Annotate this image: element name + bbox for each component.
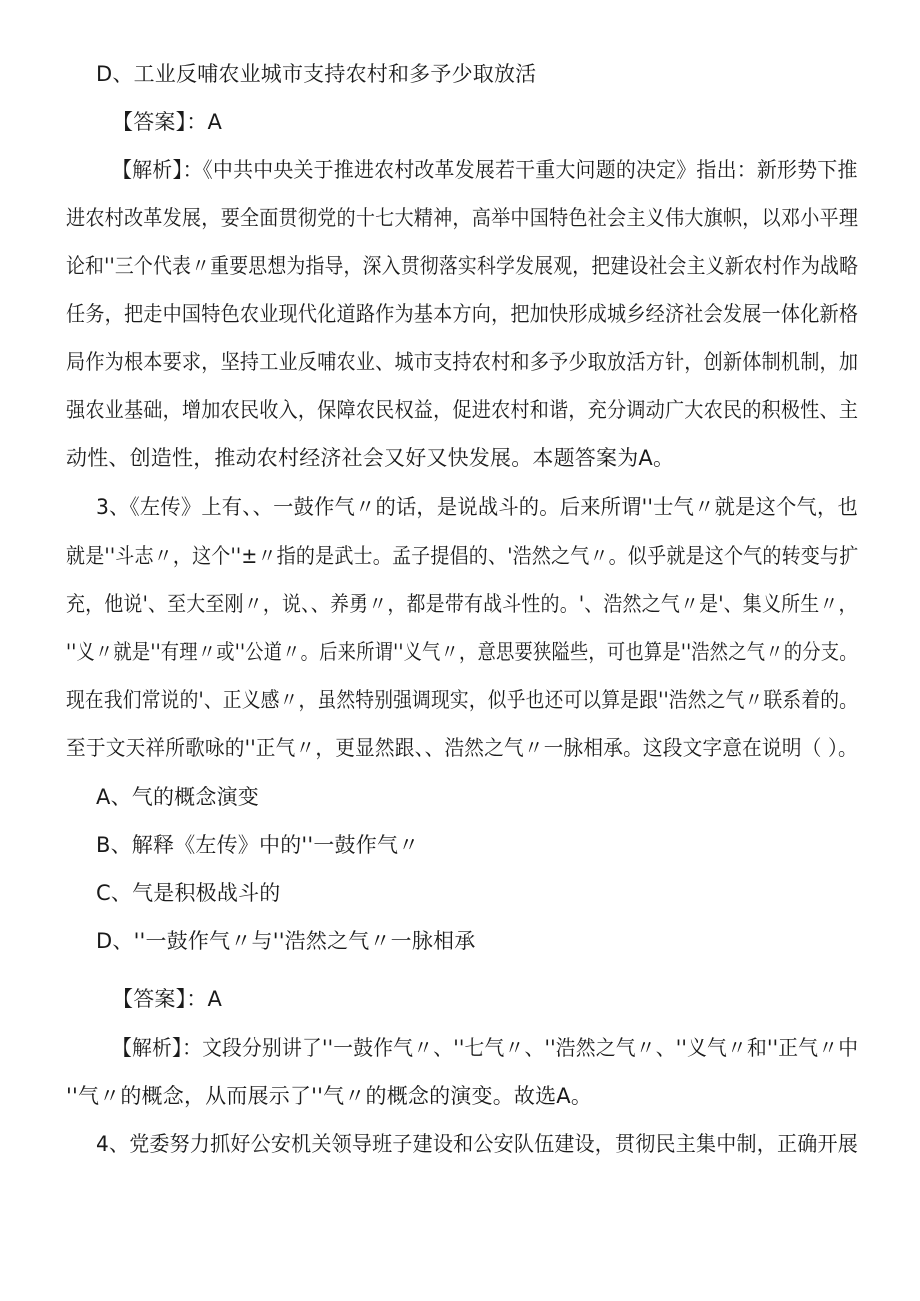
q2-explanation-line-1: 【解析】：《中共中央关于推进农村改革发展若干重大问题的决定》指出：新形势下推: [112, 158, 858, 182]
q2-explanation-line-3: 论和''三个代表〃重要思想为指导，深入贯彻落实科学发展观，把建设社会主义新农村作为战略: [66, 254, 859, 278]
q3-option-a: A、气的概念演变: [96, 785, 259, 809]
q3-explanation-line-1: 【解析】：文段分别讲了''一鼓作气〃、''七气〃、''浩然之气〃、''义气〃和''正气〃中: [112, 1036, 859, 1060]
q3-stem-line-6: 至于文天祥所歌咏的''正气〃，更显然跟、、浩然之气〃一脉相承。这段文字意在说明（ ）。: [66, 736, 858, 760]
q3-option-d: D、''一鼓作气〃与''浩然之气〃一脉相承: [96, 929, 476, 953]
q3-stem-line-4: ''义〃就是''有理〃或''公道〃。后来所谓''义气〃，意思要狭隘些，可也算是''浩然之气〃的分支。: [66, 640, 858, 664]
q2-option-d: D、工业反哺农业城市支持农村和多予少取放活: [96, 62, 537, 86]
q3-explanation-line-2: ''气〃的概念，从而展示了''气〃的概念的演变。故选A。: [66, 1084, 593, 1108]
q2-explanation-line-5: 局作为根本要求，坚持工业反哺农业、城市支持农村和多予少取放活方针，创新体制机制，加: [66, 350, 859, 374]
q3-answer: 【答案】：A: [112, 987, 223, 1011]
q3-option-c: C、气是积极战斗的: [96, 881, 281, 905]
q3-stem-line-1: 3、《左传》上有、、一鼓作气〃的话，是说战斗的。后来所谓''士气〃就是这个气，也: [96, 495, 858, 519]
q2-explanation-line-4: 任务，把走中国特色农业现代化道路作为基本方向，把加快形成城乡经济社会发展一体化新格: [66, 302, 859, 326]
q3-option-b: B、解释《左传》中的''一鼓作气〃: [96, 833, 420, 857]
q4-stem-line-1: 4、党委努力抓好公安机关领导班子建设和公安队伍建设，贯彻民主集中制，正确开展: [96, 1132, 858, 1156]
q2-explanation-line-6: 强农业基础，增加农民收入，保障农民权益，促进农村和谐，充分调动广大农民的积极性、主: [66, 398, 859, 422]
q3-stem-line-3: 充，他说'、至大至刚〃，说、、养勇〃，都是带有战斗性的。'、浩然之气〃是'、集义所生〃，: [66, 592, 858, 616]
q2-explanation-line-2: 进农村改革发展，要全面贯彻党的十七大精神，高举中国特色社会主义伟大旗帜，以邓小平理: [66, 206, 859, 230]
q3-stem-line-2: 就是''斗志〃，这个''±〃指的是武士。孟子提倡的、'浩然之气〃。似乎就是这个气的转变与扩: [66, 544, 859, 568]
q2-explanation-line-7: 动性、创造性，推动农村经济社会又好又快发展。本题答案为A。: [66, 446, 675, 470]
q3-stem-line-5: 现在我们常说的'、正义感〃，虽然特别强调现实，似乎也还可以算是跟''浩然之气〃联系着的。: [66, 688, 859, 712]
q2-answer: 【答案】：A: [112, 110, 223, 134]
